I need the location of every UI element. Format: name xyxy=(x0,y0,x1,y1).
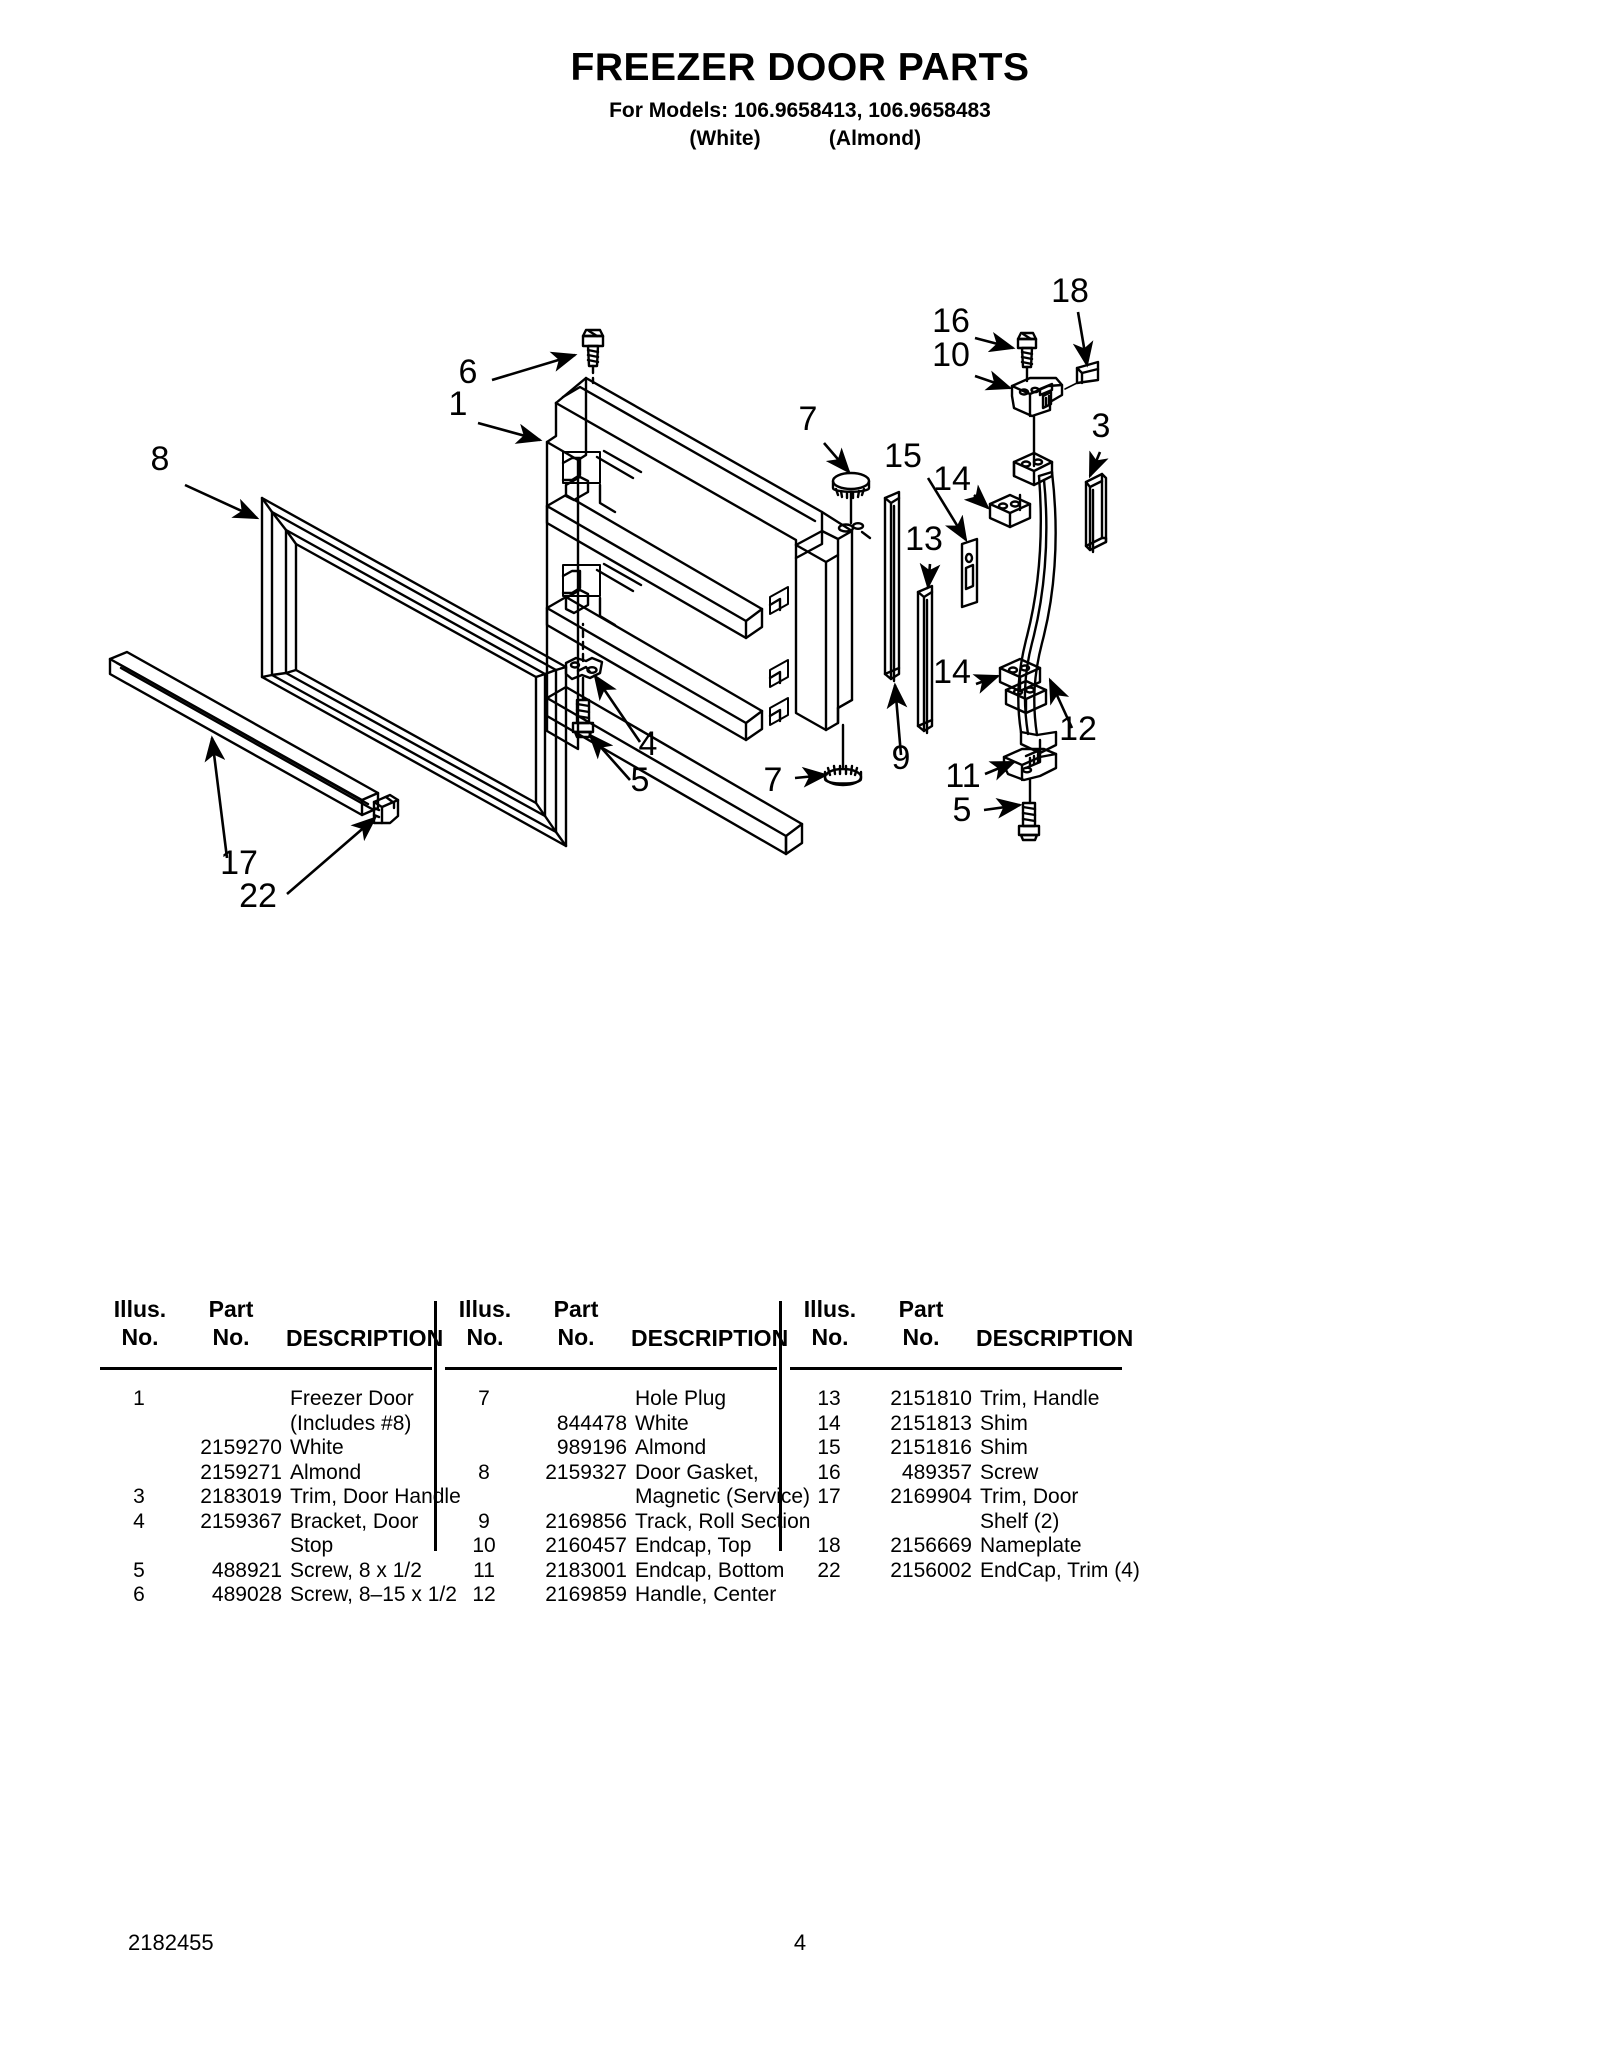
cell-part-no: 2156002 xyxy=(890,1558,972,1582)
cell-illus-no: 13 xyxy=(817,1387,841,1410)
part-roll-track xyxy=(885,492,899,681)
table-row xyxy=(790,1412,1130,1437)
parts-column-3 xyxy=(790,1295,1140,1582)
cell-description: (Includes #8) xyxy=(290,1411,412,1435)
header-rule-3 xyxy=(790,1367,1122,1370)
table-row xyxy=(445,1387,785,1412)
callout-number-17: 17 xyxy=(220,844,258,882)
cell-description: Nameplate xyxy=(980,1534,1082,1557)
cell-description: White xyxy=(290,1436,344,1459)
callout-number-10: 10 xyxy=(932,336,970,374)
table-row xyxy=(790,1461,1130,1486)
cell-illus-no: 7 xyxy=(478,1387,490,1410)
cell-illus-no: 16 xyxy=(817,1460,841,1484)
header-illus-line1: Illus. xyxy=(803,1296,857,1322)
table-row xyxy=(100,1387,440,1412)
part-door-shelf-trim xyxy=(110,652,378,815)
page-footer xyxy=(0,1930,1600,1990)
header-illus-line2: No. xyxy=(121,1324,159,1351)
header-part-line1: Part xyxy=(898,1296,944,1322)
callout-number-12: 12 xyxy=(1059,710,1097,748)
cell-description: Screw, 8 x 1/2 xyxy=(290,1558,422,1582)
part-door-handle-trim xyxy=(1086,474,1106,552)
callout-number-4: 4 xyxy=(638,725,658,763)
parts-column-2 xyxy=(445,1295,811,1606)
part-shim-upper xyxy=(990,495,1030,527)
finish-almond-label: (Almond) xyxy=(828,127,922,151)
cell-part-no: 2151816 xyxy=(890,1436,972,1459)
callout-number-18: 18 xyxy=(1051,272,1089,310)
callout-number-15: 15 xyxy=(884,437,922,475)
part-hole-plug-upper xyxy=(833,473,870,538)
cell-illus-no: 8 xyxy=(478,1460,490,1484)
cell-description: Magnetic (Service) xyxy=(635,1485,811,1508)
part-nameplate xyxy=(1065,362,1098,389)
cell-illus-no: 9 xyxy=(478,1509,490,1533)
header-illus-line2: No. xyxy=(466,1324,504,1351)
table-row xyxy=(100,1436,440,1461)
cell-part-no: 489357 xyxy=(901,1460,972,1484)
part-handle-trim xyxy=(918,586,932,733)
cell-part-no: 2156669 xyxy=(890,1534,972,1557)
cell-description: White xyxy=(635,1411,689,1435)
table-row xyxy=(100,1534,440,1559)
cell-illus-no: 18 xyxy=(817,1534,841,1557)
header-part-line2: No. xyxy=(212,1324,250,1351)
table-header-3 xyxy=(790,1295,1135,1365)
cell-part-no: 2151810 xyxy=(890,1387,972,1410)
table-row xyxy=(790,1436,1130,1461)
cell-description: Endcap, Top xyxy=(635,1534,752,1557)
table-row xyxy=(790,1534,1130,1559)
callout-number-7: 7 xyxy=(798,400,818,438)
cell-illus-no: 17 xyxy=(817,1485,841,1508)
table-row xyxy=(445,1583,785,1608)
part-endcap-top xyxy=(1012,378,1062,466)
cell-description: Shim xyxy=(980,1411,1028,1435)
cell-part-no: 2159367 xyxy=(200,1509,282,1533)
table-row xyxy=(445,1412,785,1437)
page-header xyxy=(0,0,1600,151)
callout-number-11: 11 xyxy=(945,757,981,795)
cell-description: Track, Roll Section xyxy=(635,1509,811,1533)
cell-description: Handle, Center xyxy=(635,1583,777,1606)
callout-number-3: 3 xyxy=(1091,407,1111,445)
table-row xyxy=(100,1412,440,1437)
cell-illus-no: 14 xyxy=(817,1411,841,1435)
cell-part-no: 2169859 xyxy=(545,1583,627,1606)
callout-numbers xyxy=(151,272,1111,915)
part-handle-center xyxy=(1006,453,1056,753)
table-row xyxy=(790,1387,1130,1412)
cell-part-no: 2169856 xyxy=(545,1509,627,1533)
table-row xyxy=(445,1436,785,1461)
cell-description: EndCap, Trim (4) xyxy=(980,1558,1140,1582)
footer-document-code: 2182455 xyxy=(128,1930,214,1955)
cell-part-no: 2159271 xyxy=(200,1460,282,1484)
callout-number-7: 7 xyxy=(763,761,783,799)
part-shim-flat xyxy=(962,539,977,607)
header-part-line1: Part xyxy=(208,1296,254,1322)
footer-page-number: 4 xyxy=(793,1930,807,1955)
cell-part-no: 844478 xyxy=(556,1411,627,1435)
cell-description: Door Gasket, xyxy=(635,1460,759,1484)
cell-illus-no: 4 xyxy=(133,1509,145,1533)
cell-description: Trim, Door Handle xyxy=(290,1485,461,1508)
cell-part-no: 2159270 xyxy=(200,1436,282,1459)
table-row xyxy=(790,1485,1130,1510)
cell-description: Shelf (2) xyxy=(980,1509,1060,1533)
part-screw-top xyxy=(583,330,603,383)
callout-number-5: 5 xyxy=(630,761,650,799)
finish-white-label: (White) xyxy=(689,127,761,151)
header-rule-1 xyxy=(100,1367,432,1370)
header-part-line2: No. xyxy=(557,1324,595,1351)
parts-column-1 xyxy=(100,1295,461,1606)
cell-description: Trim, Door xyxy=(980,1485,1079,1508)
cell-part-no: 488921 xyxy=(211,1558,282,1582)
cell-description: Almond xyxy=(290,1460,362,1484)
cell-description: Freezer Door xyxy=(290,1387,414,1410)
parts-table xyxy=(100,1295,1500,1655)
table-row xyxy=(445,1485,811,1510)
cell-description: Trim, Handle xyxy=(980,1387,1100,1410)
table-row xyxy=(100,1485,461,1510)
cell-illus-no: 15 xyxy=(817,1436,841,1459)
part-freezer-door xyxy=(547,378,852,854)
table-row xyxy=(100,1510,440,1535)
header-illus-line2: No. xyxy=(811,1324,849,1351)
cell-illus-no: 12 xyxy=(472,1583,496,1606)
callout-number-16: 16 xyxy=(932,302,970,340)
callout-number-5: 5 xyxy=(952,791,972,829)
callout-number-14: 14 xyxy=(933,653,971,691)
table-body-1 xyxy=(100,1387,461,1608)
part-screw-handle xyxy=(1018,333,1036,381)
callout-number-13: 13 xyxy=(905,520,943,558)
cell-description: Hole Plug xyxy=(635,1387,727,1410)
cell-description: Stop xyxy=(290,1534,334,1557)
model-list: For Models: 106.9658413, 106.9658483 xyxy=(609,98,991,122)
cell-description: Endcap, Bottom xyxy=(635,1558,785,1582)
table-body-2 xyxy=(445,1387,811,1608)
part-door-gasket xyxy=(262,498,566,846)
table-body-3 xyxy=(790,1387,1140,1583)
part-hole-plug-lower xyxy=(825,725,861,785)
header-illus-line1: Illus. xyxy=(113,1296,167,1322)
table-row xyxy=(445,1461,785,1486)
cell-illus-no: 6 xyxy=(133,1583,145,1606)
table-row xyxy=(445,1534,785,1559)
cell-part-no: 2159327 xyxy=(545,1460,627,1484)
table-header-1 xyxy=(100,1295,444,1365)
cell-part-no: 2151813 xyxy=(890,1411,972,1435)
cell-illus-no: 22 xyxy=(817,1558,841,1582)
table-row xyxy=(445,1509,811,1535)
cell-part-no: 2160457 xyxy=(545,1534,627,1557)
table-row xyxy=(100,1559,440,1584)
cell-part-no: 989196 xyxy=(556,1436,627,1459)
table-row xyxy=(100,1583,457,1608)
cell-illus-no: 11 xyxy=(473,1558,495,1582)
page-title: FREEZER DOOR PARTS xyxy=(570,46,1030,89)
callout-number-14: 14 xyxy=(933,460,971,498)
table-row xyxy=(790,1510,1130,1535)
callout-number-8: 8 xyxy=(150,440,170,478)
header-part-line1: Part xyxy=(553,1296,599,1322)
cell-illus-no: 1 xyxy=(133,1387,145,1410)
cell-part-no: 2169904 xyxy=(890,1485,972,1508)
header-part-line2: No. xyxy=(902,1324,940,1351)
table-row xyxy=(100,1461,440,1486)
header-rule-2 xyxy=(445,1367,777,1370)
cell-illus-no: 5 xyxy=(133,1558,145,1582)
part-endcap-bottom xyxy=(1004,749,1056,803)
callout-number-9: 9 xyxy=(891,739,911,777)
cell-part-no: 2183001 xyxy=(545,1558,627,1582)
callout-number-6: 6 xyxy=(458,353,478,391)
cell-description: Almond xyxy=(635,1436,707,1459)
cell-description: Shim xyxy=(980,1436,1028,1459)
table-row xyxy=(445,1559,785,1584)
table-header-2 xyxy=(445,1295,789,1365)
cell-illus-no: 3 xyxy=(133,1485,145,1508)
cell-description: Screw, 8–15 x 1/2 xyxy=(290,1583,457,1606)
cell-description: Bracket, Door xyxy=(290,1509,419,1533)
cell-description: Screw xyxy=(980,1460,1039,1484)
callout-number-22: 22 xyxy=(239,877,277,915)
header-description: DESCRIPTION xyxy=(631,1325,789,1351)
part-trim-endcap xyxy=(374,795,398,823)
header-description: DESCRIPTION xyxy=(286,1325,444,1351)
exploded-parts-diagram xyxy=(0,140,1600,1020)
cell-part-no: 2183019 xyxy=(200,1485,282,1508)
header-illus-line1: Illus. xyxy=(458,1296,512,1322)
table-row xyxy=(790,1558,1140,1584)
part-screw-bottom xyxy=(1019,803,1039,840)
cell-part-no: 489028 xyxy=(211,1583,282,1606)
callout-number-1: 1 xyxy=(448,385,468,423)
cell-illus-no: 10 xyxy=(472,1534,496,1557)
header-description: DESCRIPTION xyxy=(976,1325,1134,1351)
